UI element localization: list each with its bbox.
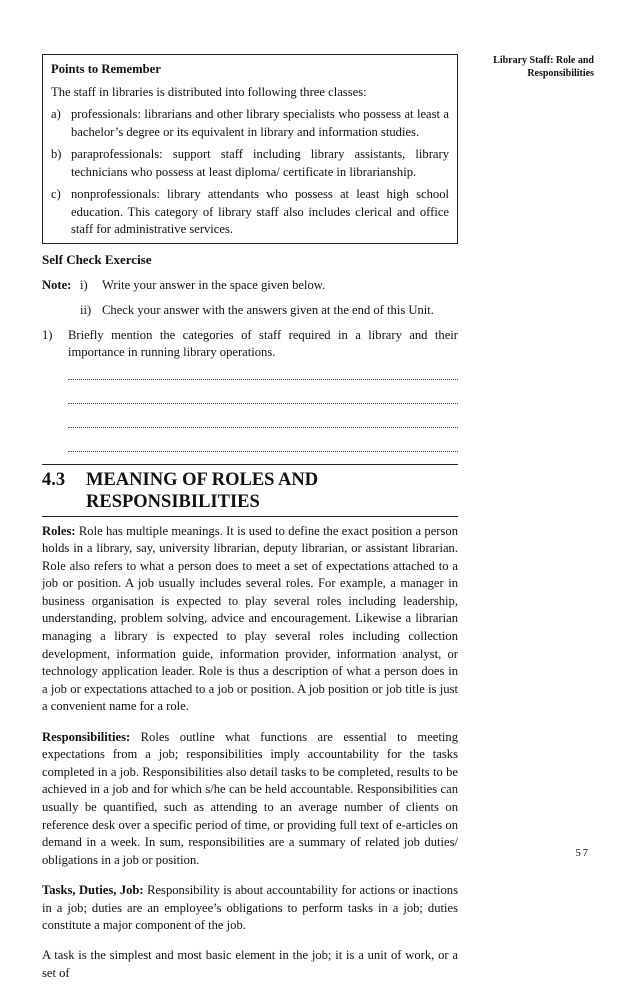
item-label: b) — [51, 147, 62, 161]
question-item — [42, 327, 458, 362]
note-number: ii) — [80, 302, 92, 317]
box-intro: The staff in libraries is distributed into following three classes: — [51, 84, 367, 99]
section-number: 4.3 — [42, 469, 66, 490]
paragraph-task-definition — [42, 947, 458, 982]
paragraph-tasks — [42, 882, 458, 935]
box-title: Points to Remember — [51, 62, 161, 76]
paragraph-lead: Roles: — [42, 523, 76, 538]
running-header: Library Staff: Role and Responsibilities — [493, 55, 594, 79]
box-list-item — [51, 106, 449, 141]
answer-line[interactable] — [68, 386, 458, 410]
main-content — [42, 54, 458, 995]
section-heading — [42, 465, 458, 513]
points-to-remember-box — [42, 54, 458, 244]
item-label: a) — [51, 107, 61, 121]
note-label: Note: — [42, 277, 72, 292]
note-line — [42, 277, 458, 294]
answer-line[interactable] — [68, 434, 458, 458]
paragraph-lead: Tasks, Duties, Job: — [42, 882, 144, 897]
paragraph-responsibilities — [42, 729, 458, 870]
answer-line[interactable] — [68, 362, 458, 386]
item-label: c) — [51, 187, 61, 201]
section-title: MEANING OF ROLES AND RESPONSIBILITIES — [86, 469, 319, 512]
question-text: Briefly mention the categories of staff required in a library and their importance in running library operations. — [68, 327, 458, 359]
note-text: Check your answer with the answers given at the end of this Unit. — [102, 302, 434, 317]
paragraph-lead: Responsibilities: — [42, 729, 131, 744]
note-text: Write your answer in the space given below. — [102, 277, 326, 292]
item-text: professionals: librarians and other library specialists who possess at least a bachelor’s degree or its equivalent in library and information studies. — [71, 107, 449, 139]
question-number: 1) — [42, 327, 53, 342]
paragraph-roles — [42, 523, 458, 717]
self-check-title: Self Check Exercise — [42, 251, 152, 267]
box-list-item — [51, 146, 449, 181]
paragraph-text: A task is the simplest and most basic element in the job; it is a unit of work, or a set of — [42, 948, 458, 980]
item-text: nonprofessionals: library attendants who possess at least high school education. This category of library staff also includes clerical and office staff for administrative services. — [71, 187, 449, 236]
answer-line[interactable] — [68, 410, 458, 434]
paragraph-text: Roles outline what functions are essential to meeting expectations from a job; responsibilities imply accountability for the tasks completed in a job. Responsibilities also detail tasks to be completed, results to be achieved in a job and for which s/he can be held accountable. Responsibilities can usually be quantified, such as attending to an average number of clients on reference desk over a specific period of time, or providing full text of e-articles on demand in a week. In sum, responsibilities are a summary of related job duties/ obligations in a job or position. — [42, 729, 458, 867]
page-number: 57 — [575, 848, 590, 859]
item-text: paraprofessionals: support staff including library assistants, library technicians who possess at least diploma/ certificate in librarianship. — [71, 147, 449, 179]
paragraph-text: Role has multiple meanings. It is used to define the exact position a person holds in a library, say, university librarian, deputy librarian, or assistant librarian. Role also refers to what a person does to meet a set of expectations attached to a job or position. A job usually includes several roles. For example, a manager in business organisation is expected to play several roles including leadership, understanding, problem solving, advice and encouragement. Likewise a librarian managing a library is expected to play several roles including collection development, information guide, information provider, information analyst, or technology application leader. Role is thus a description of what a person does in a job or expectations attached to a job or position. A job position or job title is just a convenient name for a role. — [42, 523, 458, 714]
box-list-item — [51, 186, 449, 239]
paragraph-text: Responsibility is about accountability for actions or inactions in a job; duties are an employee’s obligations to perform tasks in a job; duties constitute a major component of the job. — [42, 882, 459, 933]
note-line — [42, 302, 458, 319]
section-rule — [42, 516, 458, 517]
note-number: i) — [80, 277, 88, 292]
